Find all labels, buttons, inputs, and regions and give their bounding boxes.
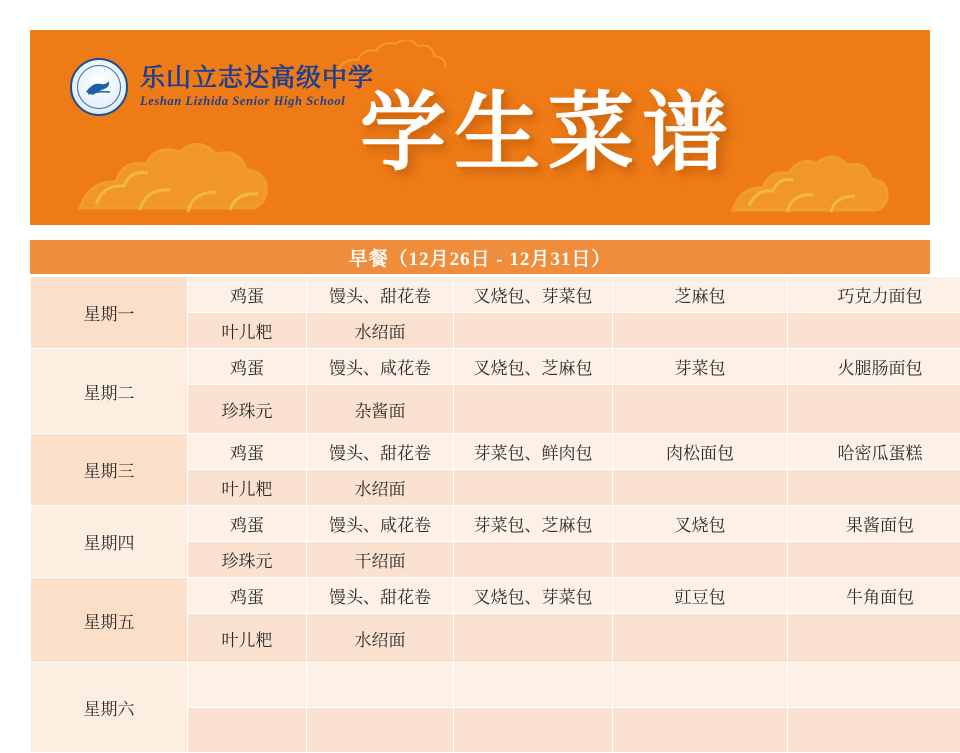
dish-cell: 巧克力面包 [788, 277, 960, 313]
dish-cell [307, 663, 454, 708]
day-label: 星期五 [31, 578, 188, 663]
dish-cell: 珍珠元 [188, 385, 307, 434]
dish-cell: 哈密瓜蛋糕 [788, 434, 960, 470]
day-label: 星期一 [31, 277, 188, 349]
dish-cell [188, 663, 307, 708]
dish-cell [613, 708, 788, 753]
auspicious-cloud-icon [725, 148, 905, 218]
dish-cell: 馒头、甜花卷 [307, 434, 454, 470]
banner-title: 学生菜谱 [360, 90, 736, 176]
dish-cell [788, 313, 960, 349]
day-label: 星期六 [31, 663, 188, 753]
dish-cell [613, 614, 788, 663]
dish-cell [454, 614, 613, 663]
school-name-cn: 乐山立志达高级中学 [140, 66, 374, 92]
dish-cell [788, 385, 960, 434]
dish-cell [613, 470, 788, 506]
dish-cell: 叶儿粑 [188, 313, 307, 349]
dish-cell: 鸡蛋 [188, 434, 307, 470]
dish-cell: 叶儿粑 [188, 470, 307, 506]
dish-cell [788, 614, 960, 663]
table-row [31, 578, 960, 614]
table-row [31, 434, 960, 470]
dish-cell: 馒头、咸花卷 [307, 349, 454, 385]
dish-cell: 芝麻包 [613, 277, 788, 313]
dish-cell: 芽菜包 [613, 349, 788, 385]
dish-cell: 叉烧包 [613, 506, 788, 542]
dish-cell: 水绍面 [307, 313, 454, 349]
dish-cell [454, 313, 613, 349]
dish-cell [307, 708, 454, 753]
dish-cell [454, 470, 613, 506]
dish-cell: 叉烧包、芝麻包 [454, 349, 613, 385]
school-logo [70, 58, 374, 116]
dish-cell: 干绍面 [307, 542, 454, 578]
dish-cell: 杂酱面 [307, 385, 454, 434]
menu-table [30, 276, 960, 753]
dish-cell: 肉松面包 [613, 434, 788, 470]
dish-cell [788, 542, 960, 578]
dish-cell [613, 542, 788, 578]
dish-cell: 珍珠元 [188, 542, 307, 578]
table-row [31, 663, 960, 708]
day-label: 星期三 [31, 434, 188, 506]
dish-cell: 叉烧包、芽菜包 [454, 277, 613, 313]
dish-cell: 芽菜包、鲜肉包 [454, 434, 613, 470]
dish-cell: 牛角面包 [788, 578, 960, 614]
table-row [31, 349, 960, 385]
dish-cell: 火腿肠面包 [788, 349, 960, 385]
dish-cell: 馒头、甜花卷 [307, 277, 454, 313]
dish-cell [788, 470, 960, 506]
day-label: 星期四 [31, 506, 188, 578]
dish-cell: 鸡蛋 [188, 349, 307, 385]
dish-cell: 馒头、甜花卷 [307, 578, 454, 614]
dish-cell: 芽菜包、芝麻包 [454, 506, 613, 542]
dish-cell [788, 663, 960, 708]
auspicious-cloud-icon [70, 138, 320, 218]
dish-cell [613, 385, 788, 434]
dish-cell: 豇豆包 [613, 578, 788, 614]
dish-cell [454, 542, 613, 578]
dish-cell: 叶儿粑 [188, 614, 307, 663]
dish-cell [454, 385, 613, 434]
dish-cell [613, 313, 788, 349]
dish-cell: 鸡蛋 [188, 277, 307, 313]
dish-cell [188, 708, 307, 753]
dish-cell [613, 663, 788, 708]
dish-cell [454, 663, 613, 708]
dish-cell: 鸡蛋 [188, 578, 307, 614]
table-row [31, 277, 960, 313]
dish-cell: 馒头、咸花卷 [307, 506, 454, 542]
header-banner [30, 30, 930, 225]
meal-period-bar: 早餐（12月26日 - 12月31日） [30, 240, 930, 274]
dish-cell: 鸡蛋 [188, 506, 307, 542]
school-name-en: Leshan Lizhida Senior High School [140, 95, 374, 108]
school-crest-icon [70, 58, 128, 116]
dish-cell: 水绍面 [307, 470, 454, 506]
dish-cell [788, 708, 960, 753]
dish-cell: 叉烧包、芽菜包 [454, 578, 613, 614]
dish-cell [454, 708, 613, 753]
dish-cell: 水绍面 [307, 614, 454, 663]
dish-cell: 果酱面包 [788, 506, 960, 542]
table-row [31, 506, 960, 542]
day-label: 星期二 [31, 349, 188, 434]
